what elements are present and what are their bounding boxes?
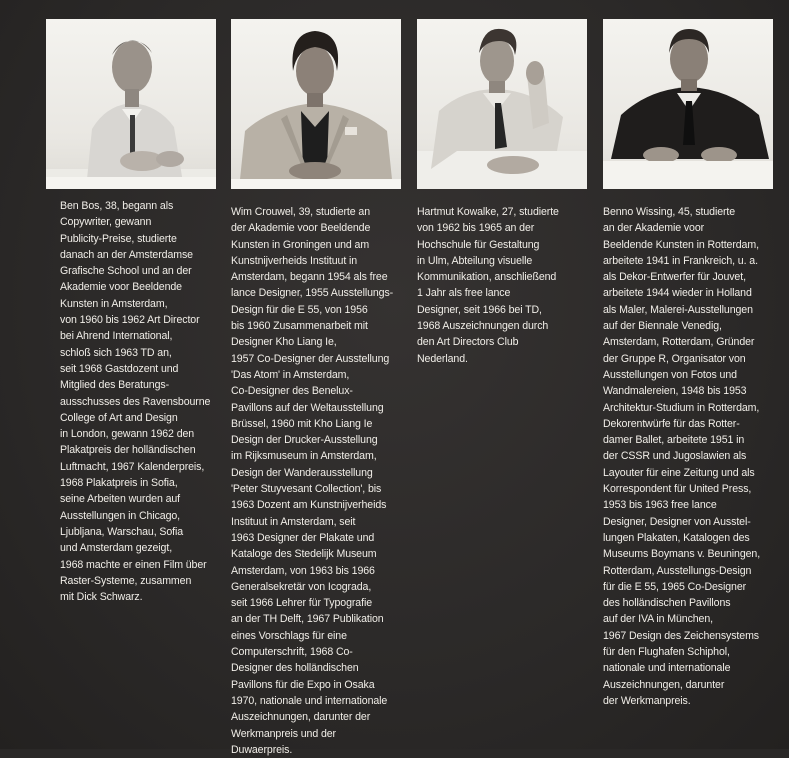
bio-ben-bos: Ben Bos, 38, begann als Copywriter, gewann Publicity-Preise, studierte danach an der Amsterdamse Grafische School und an der Akademie voor Beeldende Kunsten in Amsterdam, von 1960 bis 1962 Art Director bei Ahrend International, schloß sich 1963 TD an, seit 1968 Gastdozent und Mitglied des Beratungs- ausschusses des Ravensbourne College of Art and Design in London, gewann 1962 den Plakatpreis der holländischen Luftmacht, 1967 Kalenderpreis, 1968 Plakatpreis in Sofia, seine Arbeiten wurden auf Ausstellungen in Chicago, Ljubljana, Warschau, Sofia und Amsterdam gezeigt, 1968 machte er einen Film über Raster-Systeme, zusammen mit Dick Schwarz. [60, 200, 211, 604]
portrait-ben-bos-icon [46, 19, 216, 189]
bio-wim-crouwel: Wim Crouwel, 39, studierte an der Akademie voor Beeldende Kunsten in Groningen und am Kunstnijverheids Instituut in Amsterdam, begann 1954 als free lance Designer, 1955 Ausstellungs- Design für die E 55, von 1956 bis 1960 Zusammenarbeit mit Designer Kho Liang Ie, 1957 Co-Designer der Ausstellung 'Das Atom' in Amsterdam, Co-Designer des Benelux- Pavillons auf der Weltausstellung Brüssel, 1960 mit Kho Liang Ie Design der Drucker-Ausstellung im Rijksmuseum in Amsterdam, Design der Wanderausstellung 'Peter Stuyvesant Collection', bis 1963 Dozent am Kunstnijverheids Instituut in Amsterdam, seit 1963 Designer der Plakate und Kataloge des Stedelijk Museum Amsterdam, von 1963 bis 1966 Generalsekretär von Icograda, seit 1966 Lehrer für Typografie an der TH Delft, 1967 Publikation eines Vorschlags für eine Computerschrift, 1968 Co- Designer des holländischen Pavillons für die Expo in Osaka 1970, nationale und internationale Auszeichnungen, darunter der Werkmanpreis und der Duwaerpreis. [231, 206, 394, 756]
portrait-photo-wim-crouwel [231, 19, 401, 189]
portrait-wim-crouwel-icon [231, 19, 401, 189]
portrait-hartmut-kowalke-icon [417, 19, 587, 189]
bio-hartmut-kowalke: Hartmut Kowalke, 27, studierte von 1962 bis 1965 an der Hochschule für Gestaltung in Ulm, Abteilung visuelle Kommunikation, anschließend 1 Jahr als free lance Designer, seit 1966 bei TD, 1968 Auszeichnungen durch den Art Directors Club Nederland. [417, 206, 559, 365]
portrait-photo-hartmut-kowalke [417, 19, 587, 189]
portrait-photo-benno-wissing [603, 19, 773, 189]
bio-benno-wissing: Benno Wissing, 45, studierte an der Akademie voor Beeldende Kunsten in Rotterdam, arbeitete 1941 in Frankreich, u. a. als Dekor-Entwerfer für Jouvet, arbeitete 1944 wieder in Holland als Maler, Malerei-Ausstellungen auf der Biennale Venedig, Amsterdam, Rotterdam, Gründer der Gruppe R, Organisator von Ausstellungen von Fotos und Wandmalereien, 1948 bis 1953 Architektur-Studium in Rotterdam, Dekorentwürfe für das Rotter- damer Ballet, arbeitete 1951 in der CSSR und Jugoslawien als Layouter für eine Zeitung und als Korrespondent für United Press, 1953 bis 1963 free lance Designer, Designer von Ausstel- lungen Plakaten, Katalogen des Museums Boymans v. Beuningen, Rotterdam, Ausstellungs-Design für die E 55, 1965 Co-Designer des holländischen Pavillons auf der IVA in München, 1967 Design des Zeichensystems für den Flughafen Schiphol, nationale und internationale Auszeichnungen, darunter der Werkmanpreis. [603, 206, 761, 707]
portrait-photo-ben-bos [46, 19, 216, 189]
portrait-benno-wissing-icon [603, 19, 773, 189]
